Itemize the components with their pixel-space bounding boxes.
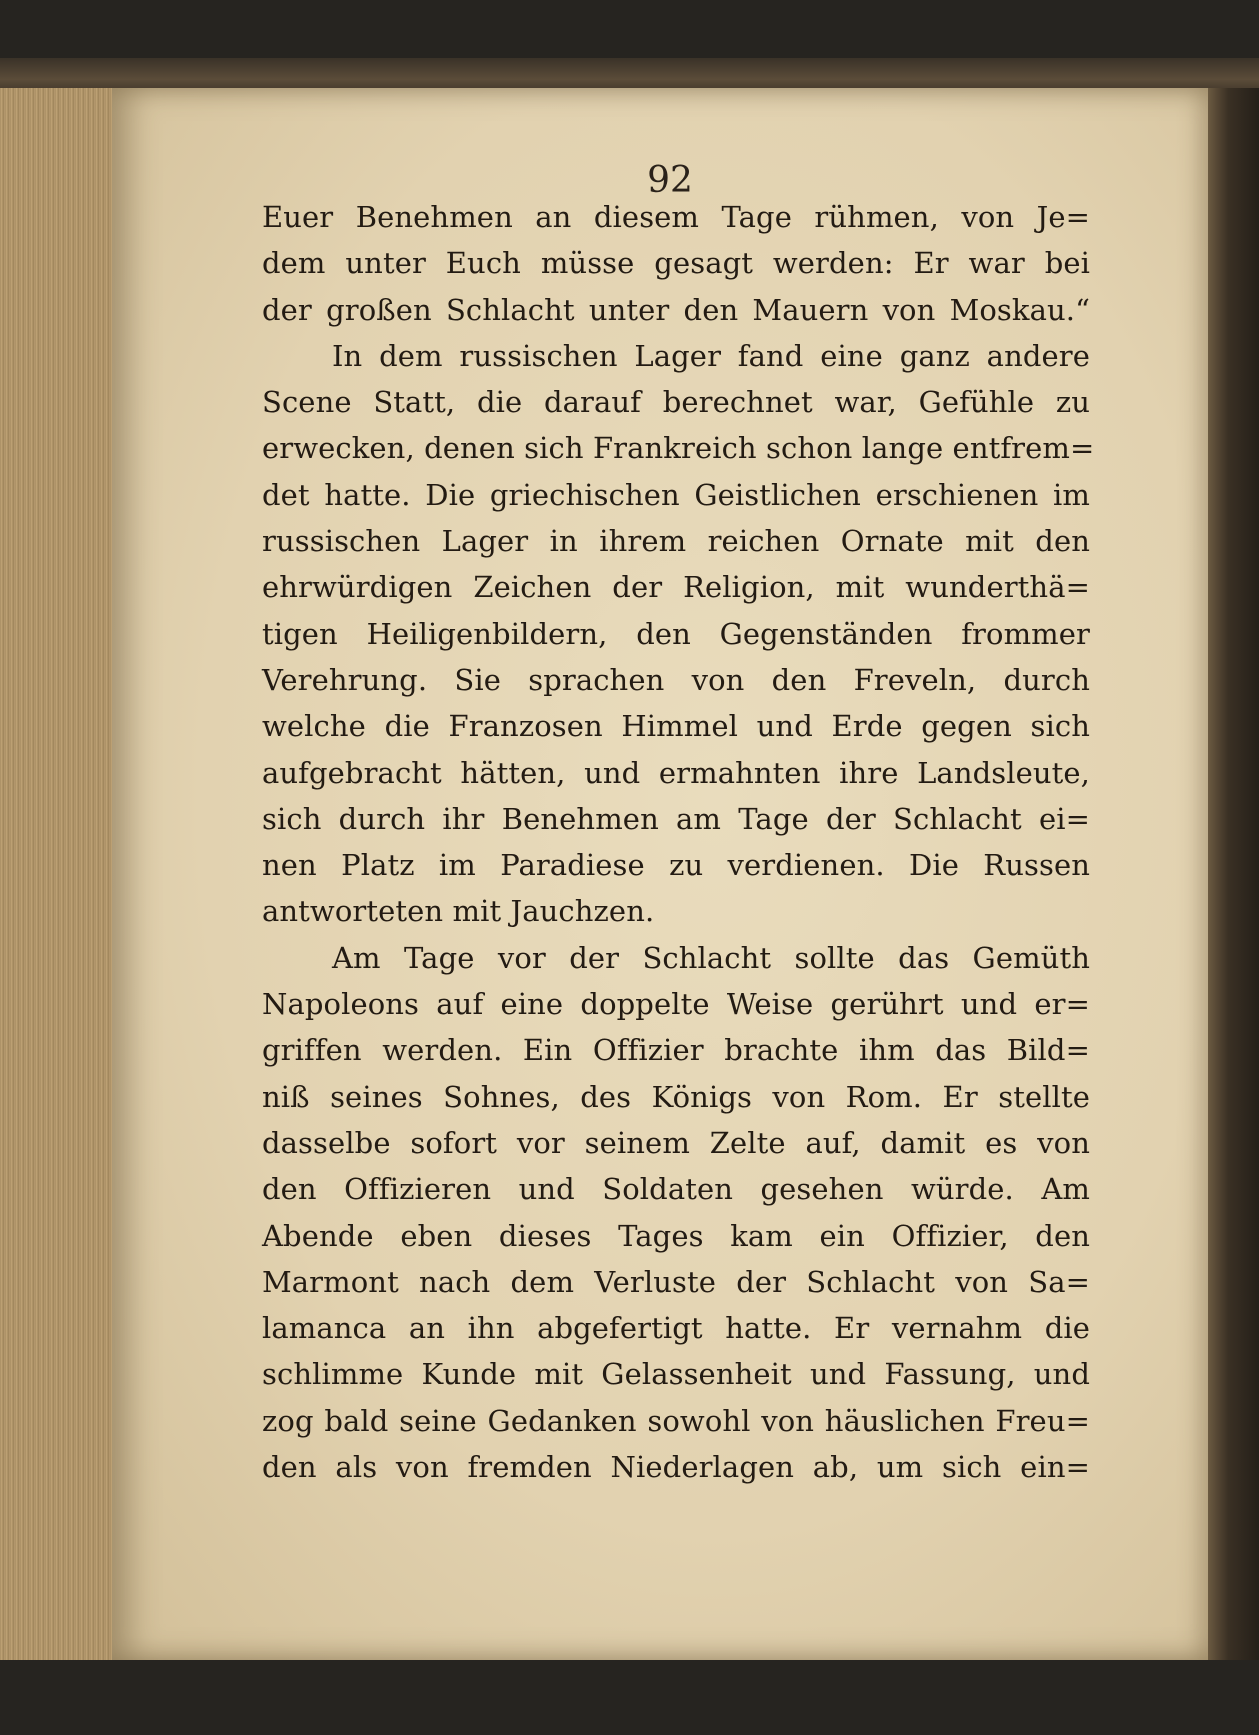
text-line: Marmont nach dem Verluste der Schlacht von Sa= bbox=[262, 1264, 1090, 1299]
text-line: russischen Lager in ihrem reichen Ornate mit den bbox=[262, 524, 1090, 559]
text-line: den Offizieren und Soldaten gesehen würde. Am bbox=[262, 1172, 1090, 1207]
page-stack-edge bbox=[0, 88, 114, 1660]
text-line: griffen werden. Ein Offizier brachte ihm das Bild= bbox=[262, 1033, 1090, 1068]
text-line: In dem russischen Lager fand eine ganz andere bbox=[332, 338, 1090, 373]
page-number: 92 bbox=[647, 160, 693, 201]
text-line: Napoleons auf eine doppelte Weise gerührt und er= bbox=[262, 987, 1090, 1022]
text-line: niß seines Sohnes, des Königs von Rom. Er stellte bbox=[262, 1079, 1090, 1114]
text-line: Am Tage vor der Schlacht sollte das Gemüth bbox=[332, 940, 1090, 975]
text-line: Abende eben dieses Tages kam ein Offizier, den bbox=[262, 1218, 1090, 1253]
text-line: dasselbe sofort vor seinem Zelte auf, damit es von bbox=[262, 1125, 1090, 1160]
text-line: Scene Statt, die darauf berechnet war, Gefühle zu bbox=[262, 385, 1090, 420]
text-line: erwecken, denen sich Frankreich schon lange entfrem= bbox=[262, 431, 1095, 466]
text-line: tigen Heiligenbildern, den Gegenständen frommer bbox=[262, 616, 1090, 651]
text-line: ehrwürdigen Zeichen der Religion, mit wunderthä= bbox=[262, 570, 1090, 605]
text-line: zog bald seine Gedanken sowohl von häuslichen Freu= bbox=[262, 1403, 1090, 1438]
text-line: der großen Schlacht unter den Mauern von Moskau.“ bbox=[262, 292, 1090, 327]
text-line: schlimme Kunde mit Gelassenheit und Fassung, und bbox=[262, 1357, 1090, 1392]
text-line: sich durch ihr Benehmen am Tage der Schlacht ei= bbox=[262, 801, 1090, 836]
facing-page-edge bbox=[1208, 88, 1259, 1660]
text-line: det hatte. Die griechischen Geistlichen erschienen im bbox=[262, 477, 1090, 512]
text-line: antworteten mit Jauchzen. bbox=[262, 894, 655, 929]
text-line: lamanca an ihn abgefertigt hatte. Er vernahm die bbox=[262, 1311, 1090, 1346]
text-line: Euer Benehmen an diesem Tage rühmen, von Je= bbox=[262, 200, 1090, 234]
text-line: aufgebracht hätten, und ermahnten ihre Landsleute, bbox=[262, 755, 1090, 790]
text-line: welche die Franzosen Himmel und Erde gegen sich bbox=[262, 709, 1090, 744]
text-line: den als von fremden Niederlagen ab, um sich ein= bbox=[262, 1450, 1090, 1485]
text-line: dem unter Euch müsse gesagt werden: Er war bei bbox=[262, 246, 1090, 281]
body-text bbox=[262, 194, 1095, 1490]
text-line: nen Platz im Paradiese zu verdienen. Die Russen bbox=[262, 848, 1090, 883]
text-line: Verehrung. Sie sprachen von den Freveln, durch bbox=[262, 662, 1090, 697]
book-page bbox=[112, 88, 1208, 1660]
